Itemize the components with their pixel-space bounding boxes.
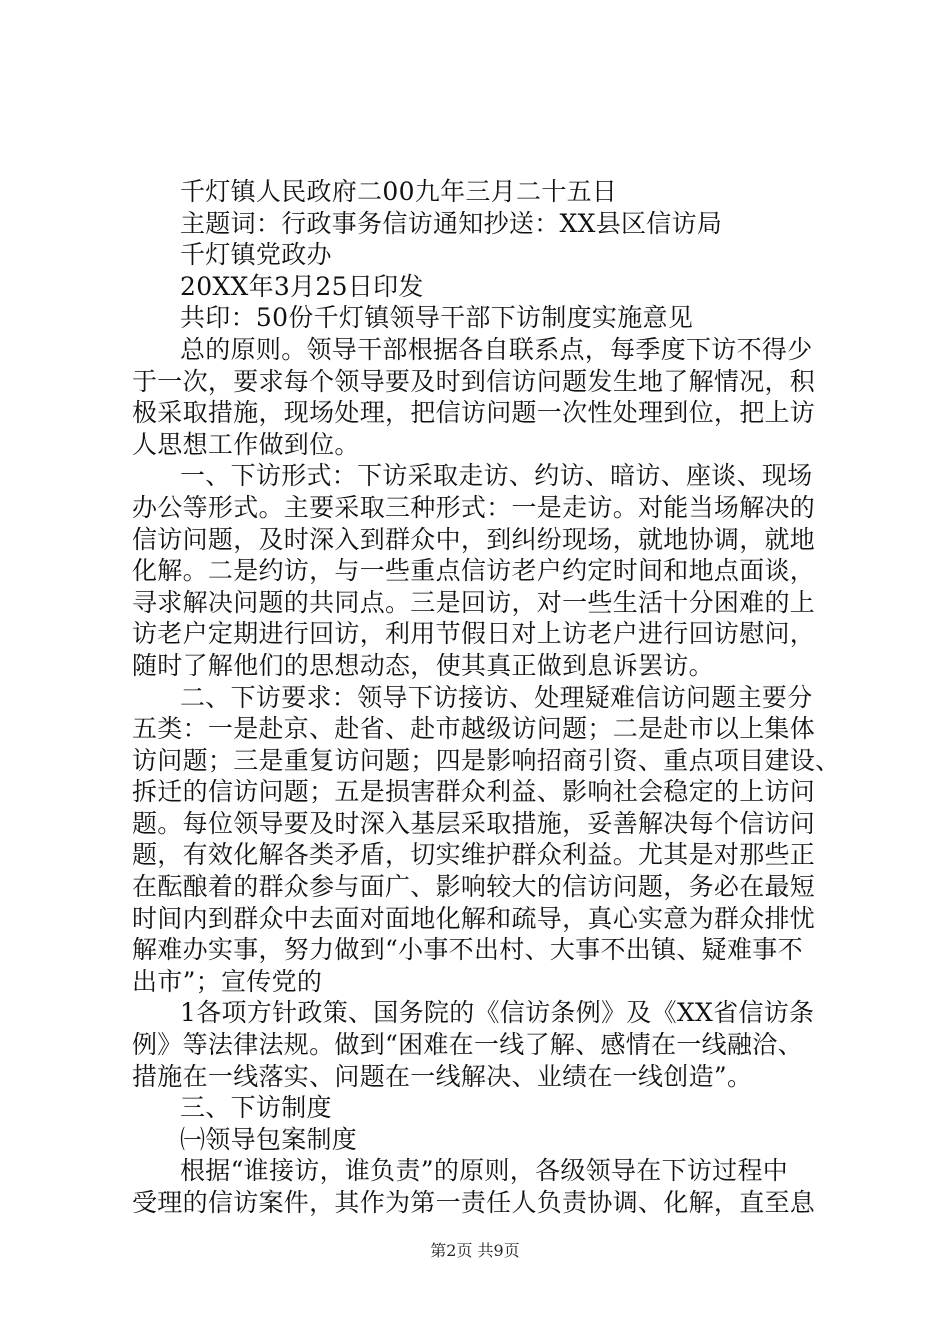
text-line: 共印：50份千灯镇领导干部下访制度实施意见 — [180, 303, 694, 333]
text-line: 例》等法律法规。做到“困难在一线了解、感情在一线融洽、 — [132, 1030, 803, 1060]
text-line: 在酝酿着的群众参与面广、影响较大的信访问题，务必在最短 — [132, 872, 816, 902]
text-line: 主题词：行政事务信访通知抄送：XX县区信访局 — [180, 208, 723, 238]
text-line: 于一次，要求每个领导要及时到信访问题发生地了解情况，积 — [132, 366, 816, 396]
text-line: 访问题；三是重复访问题；四是影响招商引资、重点项目建设、 — [132, 745, 841, 775]
text-line: 题。每位领导要及时深入基层采取措施，妥善解决每个信访问 — [132, 808, 816, 838]
text-line: 1各项方针政策、国务院的《信访条例》及《XX省信访条 — [180, 998, 815, 1028]
text-line: ㈠领导包案制度 — [180, 1124, 358, 1154]
text-line: 二、下访要求：领导下访接访、处理疑难信访问题主要分 — [180, 682, 813, 712]
text-line: 20XX年3月25日印发 — [180, 271, 424, 301]
text-line: 千灯镇党政办 — [180, 240, 332, 270]
text-line: 化解。二是约访，与一些重点信访老户约定时间和地点面谈， — [132, 556, 816, 586]
text-line: 三、下访制度 — [180, 1093, 332, 1123]
text-line: 办公等形式。主要采取三种形式：一是走访。对能当场解决的 — [132, 492, 816, 522]
text-line: 题，有效化解各类矛盾，切实维护群众利益。尤其是对那些正 — [132, 840, 816, 870]
text-line: 拆迁的信访问题；五是损害群众利益、影响社会稳定的上访问 — [132, 777, 816, 807]
text-line: 根据“谁接访，谁负责”的原则，各级领导在下访过程中 — [180, 1156, 789, 1186]
text-line: 人思想工作做到位。 — [132, 429, 360, 459]
text-line: 随时了解他们的思想动态，使其真正做到息诉罢访。 — [132, 650, 714, 680]
text-line: 措施在一线落实、问题在一线解决、业绩在一线创造”。 — [132, 1061, 753, 1091]
text-line: 解难办实事，努力做到“小事不出村、大事不出镇、疑难事不 — [132, 935, 803, 965]
page-number-footer: 第2页 共9页 — [430, 1241, 520, 1260]
text-line: 出市”；宣传党的 — [132, 966, 323, 996]
text-line: 信访问题，及时深入到群众中，到纠纷现场，就地协调，就地 — [132, 524, 816, 554]
text-line: 千灯镇人民政府二00九年三月二十五日 — [180, 177, 618, 206]
text-line: 时间内到群众中去面对面地化解和疏导，真心实意为群众排忧 — [132, 903, 816, 933]
text-line: 一、下访形式：下访采取走访、约访、暗访、座谈、现场 — [180, 461, 813, 491]
text-line: 极采取措施，现场处理，把信访问题一次性处理到位，把上访 — [132, 398, 816, 428]
text-line: 访老户定期进行回访，利用节假日对上访老户进行回访慰问， — [132, 619, 816, 649]
document-body — [132, 176, 841, 1219]
text-line: 寻求解决问题的共同点。三是回访，对一些生活十分困难的上 — [132, 587, 816, 617]
text-line: 五类：一是赴京、赴省、赴市越级访问题；二是赴市以上集体 — [132, 714, 816, 744]
text-line: 受理的信访案件，其作为第一责任人负责协调、化解，直至息 — [132, 1188, 816, 1217]
text-line: 总的原则。领导干部根据各自联系点，每季度下访不得少 — [180, 334, 813, 364]
